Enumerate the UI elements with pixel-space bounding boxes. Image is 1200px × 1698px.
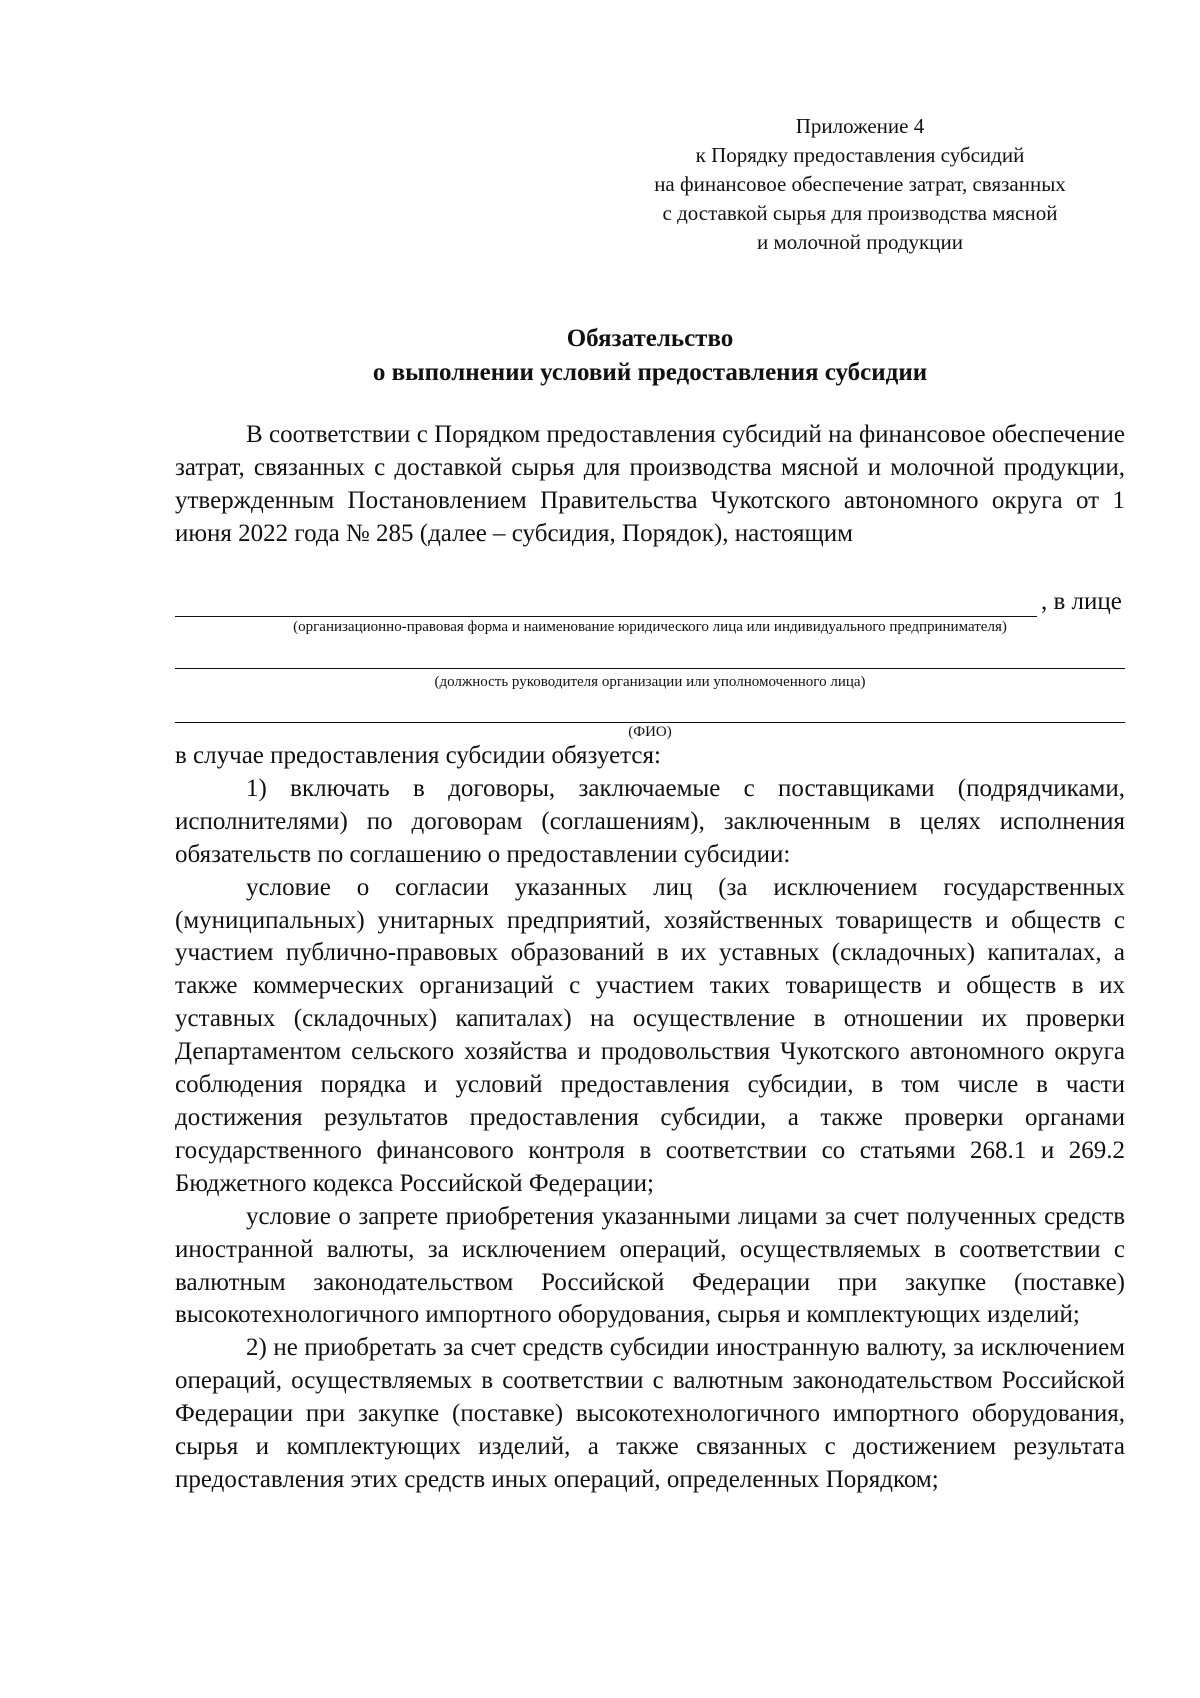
title-line-2: о выполнении условий предоставления субсидии [372,359,928,386]
obligations-body [175,740,1125,1497]
org-caption [175,618,1125,636]
body-paragraph: 1) включать в договоры, заключаемые с поставщиками (подрядчиками, исполнителями) по договорам (соглашениям), заключенным в целях исполнения обязательств по соглашению о предоставлении субсидии: [175,774,1125,868]
org-suffix-label: , в лице [1041,588,1122,615]
body-paragraph: 2) не приобретать за счет средств субсидии иностранную валюту, за исключением операций, осуществляемых в соответствии с валютным законодательством Российской Федерации при закупке (поставке) высокотехнологичного импортного оборудования, сырья и комплектующих изделий, а также связанных с достижением результата предоставления этих средств иных операций, определенных Порядком; [175,1334,1125,1493]
appendix-line: к Порядку предоставления субсидий [695,143,1025,167]
appendix-line: на финансовое обеспечение затрат, связанных [654,172,1066,196]
body-paragraph: в случае предоставления субсидии обязуется: [175,742,661,769]
position-caption [175,673,1125,691]
position-field[interactable] [175,668,1125,669]
document-title [175,322,1125,390]
appendix-line: с доставкой сырья для производства мясной [662,201,1058,225]
body-paragraph: условие о согласии указанных лиц (за исключением государственных (муниципальных) унитарных предприятий, хозяйственных товариществ и обществ с участием публично-правовых образований в их уставных (складочных) капиталах, а также коммерческих организаций с участием таких товариществ и обществ в их уставных (складочных) капиталах) на осуществление в отношении их проверки Департаментом сельского хозяйства и продовольствия Чукотского автономного округа соблюдения порядка и условий предоставления субсидии, в том числе в части достижения результатов предоставления субсидии, а также проверки органами государственного финансового контроля в соответствии со статьями 268.1 и 269.2 Бюджетного кодекса Российской Федерации; [175,873,1125,1197]
intro-paragraph: В соответствии с Порядком предоставления субсидий на финансовое обеспечение затрат, связанных с доставкой сырья для производства мясной и молочной продукции, утвержденным Постановлением Правительства Чукотского автономного округа от 1 июня 2022 года № 285 (далее – субсидия, Порядок), настоящим [175,421,1125,547]
org-caption-text: (организационно-правовая форма и наименование юридического лица или индивидуального предпринимателя) [293,619,1007,635]
fio-caption-text: (ФИО) [628,724,672,740]
appendix-line: и молочной продукции [757,230,963,254]
fio-caption [175,723,1125,741]
position-caption-text: (должность руководителя организации или уполномоченного лица) [434,674,866,690]
organization-name-field[interactable] [175,616,1037,617]
body-paragraph: условие о запрете приобретения указанными лицами за счет полученных средств иностранной валюты, за исключением операций, осуществляемых в соответствии с валютным законодательством Российской Федерации при закупке (поставке) высокотехнологичного импортного оборудования, сырья и комплектующих изделий; [175,1202,1125,1329]
appendix-header [600,112,1120,257]
title-line-1: Обязательство [566,325,734,352]
appendix-line: Приложение 4 [795,114,925,138]
